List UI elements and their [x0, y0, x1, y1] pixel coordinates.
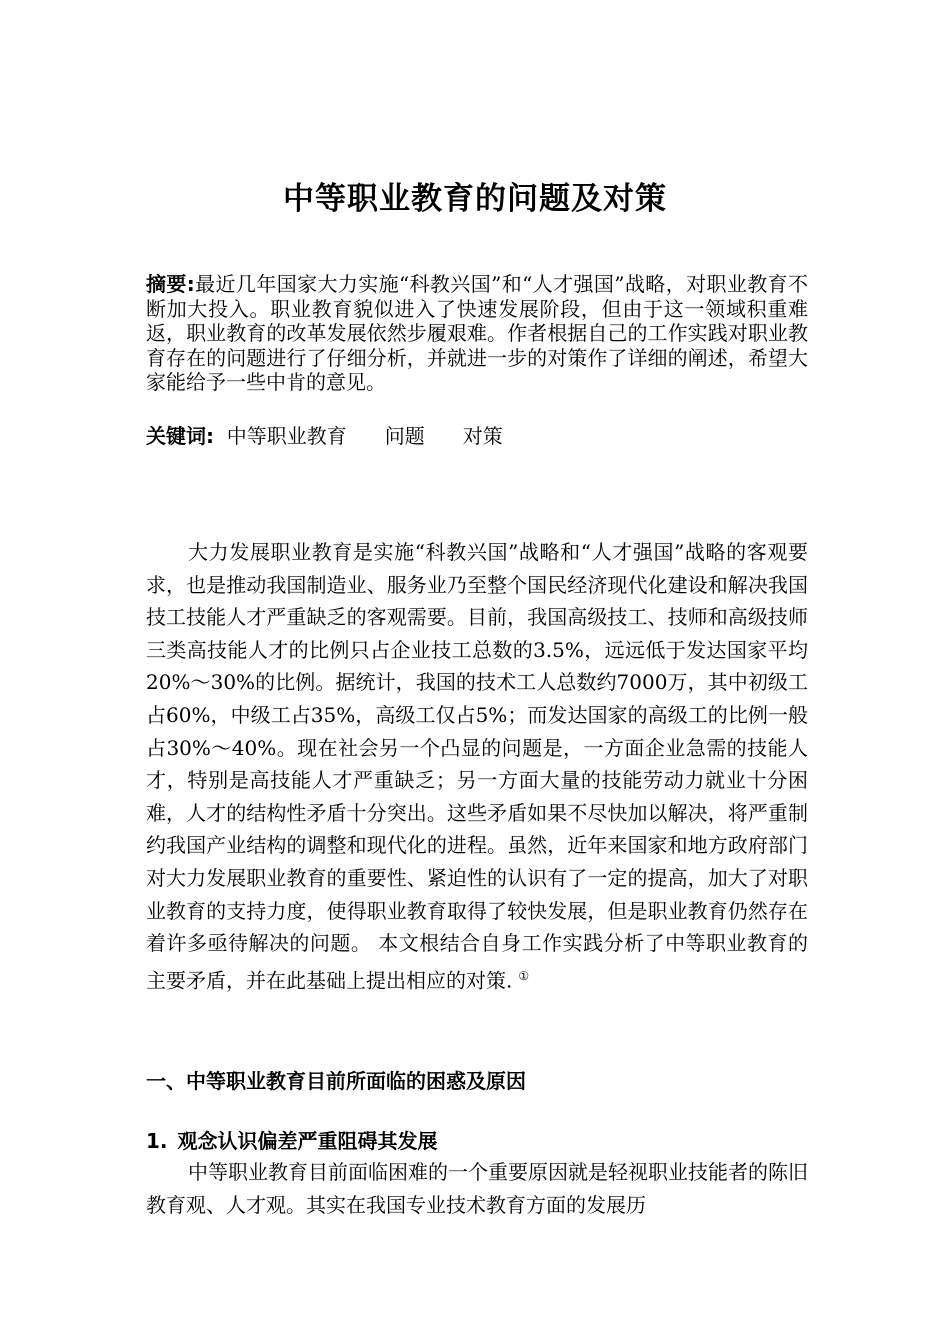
keyword-item: 对策	[462, 424, 503, 448]
subsection-heading	[146, 1126, 808, 1156]
keyword-item: 问题	[384, 424, 425, 448]
abstract-text: 最近几年国家大力实施“科教兴国”和“人才强国”战略，对职业教育不断加大投入。职业教育貌似进入了快速发展阶段，但由于这一领域积重难返，职业教育的改革发展依然步履艰难。作者根据自己的工作实践对职业教育存在的问题进行了仔细分析，并就进一步的对策作了详细的阐述，希望大家能给予一些中肯的意见。	[146, 272, 809, 394]
subsection-title: 观念认识偏差严重阻碍其发展	[177, 1129, 438, 1153]
abstract-label: 摘要:	[146, 272, 195, 296]
document-title: 中等职业教育的问题及对策	[283, 181, 667, 217]
footnote-marker[interactable]: ①	[518, 968, 530, 983]
keyword-item: 中等职业教育	[226, 424, 347, 448]
section-heading: 一、中等职业教育目前所面临的困惑及原因	[146, 1069, 526, 1093]
keywords-block	[146, 422, 808, 450]
intro-paragraph	[146, 536, 808, 997]
subsection-number: 1.	[146, 1129, 168, 1153]
keywords-label: 关键词:	[146, 424, 214, 448]
subsection-paragraph: 中等职业教育目前面临困难的一个重要原因就是轻视职业技能者的陈旧教育观、人才观。其实在我国专业技术教育方面的发展历	[146, 1160, 808, 1217]
abstract-block	[146, 272, 808, 395]
intro-paragraph-text: 大力发展职业教育是实施“科教兴国”战略和“人才强国”战略的客观要求，也是推动我国制造业、服务业乃至整个国民经济现代化建设和解决我国技工技能人才严重缺乏的客观需要。目前，我国高级技工、技师和高级技师三类高技能人才的比例只占企业技工总数的3.5%，远远低于发达国家平均20%～30%的比例。据统计，我国的技术工人总数约7000万，其中初级工占60%，中级工占35%，高级工仅占5%；而发达国家的高级工的比例一般占30%～40%。现在社会另一个凸显的问题是，一方面企业急需的技能人才，特别是高技能人才严重缺乏；另一方面大量的技能劳动力就业十分困难，人才的结构性矛盾十分突出。这些矛盾如果不尽快加以解决，将严重制约我国产业结构的调整和现代化的进程。虽然，近年来国家和地方政府部门对大力发展职业教育的重要性、紧迫性的认识有了一定的提高，加大了对职业教育的支持力度，使得职业教育取得了较快发展，但是职业教育仍然存在着许多亟待解决的问题。 本文根结合自身工作实践分析了中等职业教育的主要矛盾，并在此基础上提出相应的对策.	[146, 540, 808, 993]
